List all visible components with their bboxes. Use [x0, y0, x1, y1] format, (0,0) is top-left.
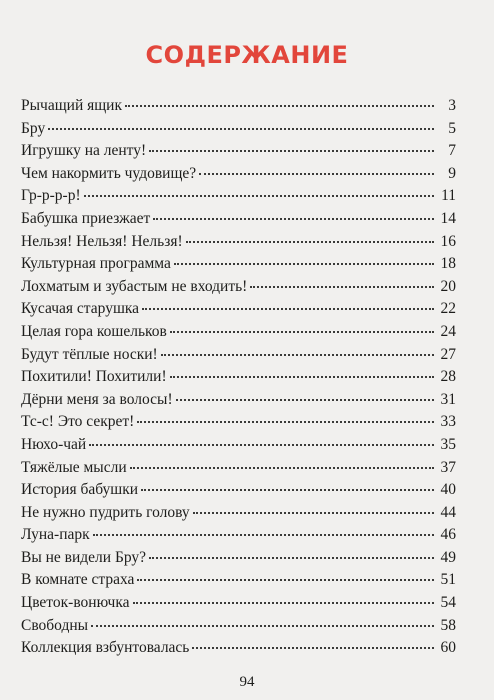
- dot-leader: [48, 128, 434, 130]
- page-title: СОДЕРЖАНИЕ: [145, 41, 349, 69]
- dot-leader: [142, 308, 434, 310]
- dot-leader: [192, 647, 434, 649]
- toc-entry-page: 31: [440, 390, 456, 408]
- dot-leader: [186, 241, 434, 243]
- dot-leader: [153, 218, 434, 220]
- toc-entry: [21, 389, 456, 412]
- toc-entry-page: 58: [440, 616, 456, 634]
- dot-leader: [137, 579, 434, 581]
- toc-entry: [21, 569, 456, 592]
- toc-entry-title: Кусачая старушка: [21, 300, 140, 318]
- toc-entry: [21, 479, 456, 502]
- toc-entry-page: 49: [440, 548, 456, 566]
- toc-entry-page: 40: [440, 481, 456, 499]
- toc-entry-title: Цветок-вонючка: [21, 594, 130, 612]
- dot-leader: [84, 195, 434, 197]
- toc-entry-title: Культурная программа: [21, 255, 171, 273]
- dot-leader: [170, 376, 434, 378]
- toc-entry-page: 44: [440, 503, 456, 521]
- toc-entry: [21, 276, 456, 299]
- toc-entry-page: 20: [440, 277, 456, 295]
- dot-leader: [176, 399, 434, 401]
- dot-leader: [174, 263, 434, 265]
- toc-entry-page: 24: [440, 322, 456, 340]
- dot-leader: [250, 286, 434, 288]
- toc-entry-title: Игрушку на ленту!: [21, 142, 147, 160]
- dot-leader: [199, 173, 434, 175]
- toc-entry: [21, 163, 456, 186]
- toc-entry: [21, 502, 456, 525]
- toc-entry: [21, 208, 456, 231]
- toc-entry-page: 54: [440, 594, 456, 612]
- dot-leader: [193, 512, 434, 514]
- toc-entry-page: 7: [448, 142, 456, 160]
- toc-entry-page: 22: [440, 300, 456, 318]
- dot-leader: [125, 105, 434, 107]
- toc-entry-page: 37: [440, 458, 456, 476]
- toc-entry-page: 35: [440, 435, 456, 453]
- toc-entry: [21, 344, 456, 367]
- toc-entry-title: Будут тёплые носки!: [21, 345, 158, 363]
- toc-entry: [21, 253, 456, 276]
- toc-entry: [21, 298, 456, 321]
- toc-entry-page: 14: [440, 209, 456, 227]
- toc-entry-title: Не нужно пудрить голову: [21, 503, 190, 521]
- dot-leader: [149, 557, 434, 559]
- toc-entry-title: Рычащий ящик: [21, 97, 122, 114]
- toc-entry-title: Целая гора кошельков: [21, 322, 167, 340]
- toc-entry-page: 11: [441, 187, 456, 205]
- toc-entry-title: В комнате страха: [21, 571, 135, 589]
- dot-leader: [161, 354, 434, 356]
- toc-entry: [21, 95, 456, 118]
- toc-entry-page: 33: [440, 413, 456, 431]
- toc-entry: [21, 524, 456, 547]
- toc-entry: [21, 118, 456, 141]
- dot-leader: [137, 421, 434, 423]
- toc-entry-page: 28: [440, 368, 456, 386]
- dot-leader: [89, 444, 434, 446]
- dot-leader: [149, 150, 434, 152]
- table-of-contents: [21, 95, 456, 660]
- toc-entry-title: Луна-парк: [21, 526, 90, 544]
- dot-leader: [91, 625, 434, 627]
- dot-leader: [130, 467, 434, 469]
- toc-entry-title: Нельзя! Нельзя! Нельзя!: [21, 232, 183, 250]
- dot-leader: [170, 331, 434, 333]
- dot-leader: [133, 602, 434, 604]
- toc-entry-page: 9: [448, 164, 456, 182]
- toc-entry-title: Бру: [21, 119, 46, 137]
- toc-entry-title: Похитили! Похитили!: [21, 368, 167, 386]
- toc-entry: [21, 321, 456, 344]
- toc-entry: [21, 547, 456, 570]
- toc-entry-title: История бабушки: [21, 481, 139, 499]
- page-number: 94: [239, 674, 255, 690]
- toc-entry: [21, 592, 456, 615]
- dot-leader: [141, 489, 434, 491]
- toc-entry: [21, 140, 456, 163]
- toc-entry: [21, 411, 456, 434]
- toc-entry: [21, 615, 456, 638]
- toc-entry: [21, 366, 456, 389]
- toc-entry-page: 5: [448, 119, 456, 137]
- toc-entry-title: Бабушка приезжает: [21, 209, 151, 227]
- toc-entry: [21, 637, 456, 660]
- toc-entry-page: 3: [448, 97, 456, 114]
- toc-entry: [21, 457, 456, 480]
- toc-entry-page: 60: [440, 639, 456, 657]
- toc-entry-title: Тс-с! Это секрет!: [21, 413, 135, 431]
- toc-entry-title: Вы не видели Бру?: [21, 548, 147, 566]
- toc-entry-title: Чем накормить чудовище?: [21, 164, 197, 182]
- toc-entry-page: 46: [440, 526, 456, 544]
- toc-entry-title: Лохматым и зубастым не входить!: [21, 277, 248, 295]
- toc-entry-title: Нюхо-чай: [21, 435, 87, 453]
- toc-entry-title: Дёрни меня за волосы!: [21, 390, 173, 408]
- toc-entry-page: 16: [440, 232, 456, 250]
- dot-leader: [93, 534, 434, 536]
- toc-entry-title: Тяжёлые мысли: [21, 458, 127, 476]
- toc-entry-page: 51: [440, 571, 456, 589]
- toc-entry-title: Гр-р-р-р!: [21, 187, 81, 205]
- toc-entry-page: 27: [440, 345, 456, 363]
- toc-entry: [21, 231, 456, 254]
- toc-entry-title: Свободны: [21, 616, 89, 634]
- toc-entry-page: 18: [440, 255, 456, 273]
- toc-entry: [21, 434, 456, 457]
- toc-entry-title: Коллекция взбунтовалась: [21, 639, 190, 657]
- toc-entry: [21, 185, 456, 208]
